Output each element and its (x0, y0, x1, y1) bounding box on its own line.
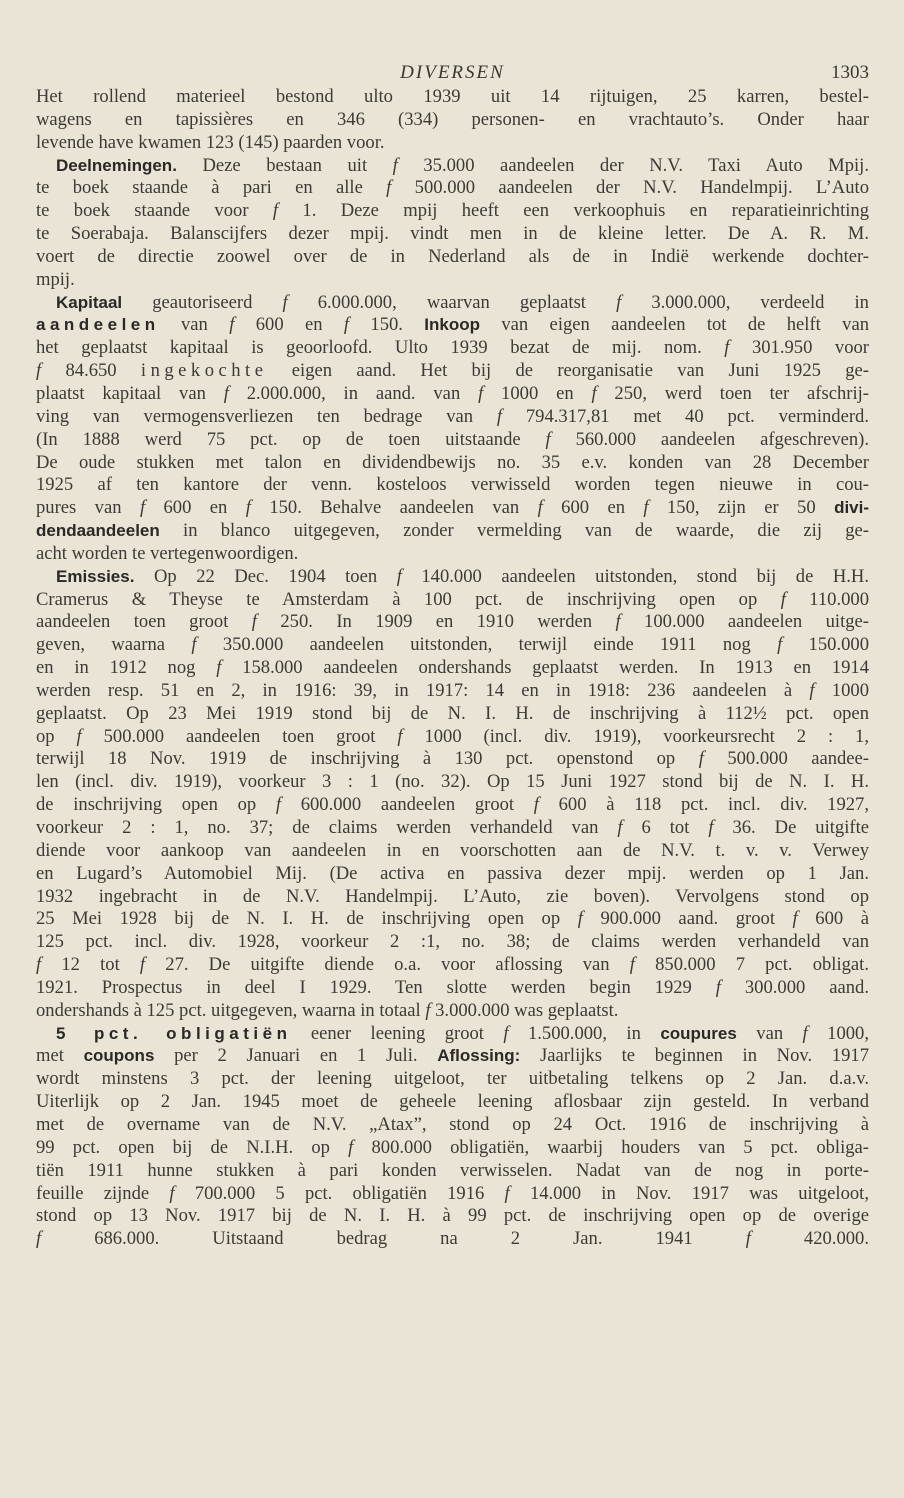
text-line (36, 771, 869, 794)
text-run: 12 tot (41, 954, 140, 976)
text-run: 1000, (807, 1022, 869, 1044)
text-run: 158.000 aandeelen ondershands geplaatst werden. In 1913 en 1914 (221, 657, 869, 679)
text-line (36, 246, 869, 269)
text-line (36, 360, 869, 383)
text-run: 36. De uitgifte (713, 817, 870, 838)
text-line (36, 977, 869, 1000)
text-line (36, 406, 869, 429)
text-line (36, 954, 869, 977)
text-run: geplaatst. Op 23 Mei 1919 stond bij de N. I. H. de inschrijving à 112½ pct. open (36, 702, 869, 724)
text-line (36, 566, 869, 589)
text-run: 794.317,81 met 40 pct. verminderd. (502, 405, 869, 427)
text-run: 300.000 aand. (720, 976, 869, 998)
text-run: 600 à (797, 908, 869, 930)
bold-term: Aflossing: (437, 1046, 521, 1066)
text-run: eener leening groot (291, 1022, 504, 1044)
running-title: DIVERSEN (400, 62, 505, 83)
text-run: Deze bestaan uit (176, 154, 393, 176)
text-line (36, 1183, 869, 1206)
text-line (36, 657, 869, 680)
text-run: 250. In 1909 en 1910 werden (256, 611, 616, 633)
guilder-sign: f (392, 154, 398, 176)
text-line (36, 1023, 869, 1046)
guilder-sign: f (343, 314, 350, 336)
guilder-sign: f (545, 428, 551, 450)
text-run: (In 1888 werd 75 pct. op de toen uitstaande (36, 428, 546, 450)
text-run: 900.000 aand. groot (582, 908, 793, 930)
text-run: acht worden te vertegenwoordigen. (36, 542, 299, 564)
guilder-sign: f (715, 976, 721, 998)
text-run: geven, waarna (36, 634, 192, 656)
text-run: 850.000 7 pct. obligat. (634, 954, 869, 976)
text-run: Jaarlijks te beginnen in Nov. 1917 (520, 1045, 869, 1067)
text-run: 3.000.000, verdeeld in (621, 291, 869, 313)
text-run: te boek staande à pari en alle (36, 177, 387, 199)
text-line (36, 748, 869, 771)
guilder-sign: f (282, 291, 288, 313)
guilder-sign: f (478, 382, 484, 404)
guilder-sign: f (216, 657, 222, 679)
text-run: 84.650 (41, 360, 141, 382)
text-run: 500.000 aandeelen der N.V. Handelmpij. L’Auto (391, 177, 869, 199)
guilder-sign: f (724, 337, 730, 359)
text-line (36, 497, 869, 520)
guilder-sign: f (503, 1022, 509, 1044)
text-line (36, 1045, 869, 1068)
text-run: 1000 (814, 679, 869, 701)
text-line (36, 155, 869, 178)
text-run: ving van vermogensverliezen ten bedrage van (36, 405, 497, 427)
text-line (36, 886, 869, 909)
text-run: 150.000 (782, 634, 869, 656)
text-run: in blanco uitgegeven, zonder vermelding van de waarde, die zij ge- (159, 520, 869, 542)
text-run: wordt minstens 3 pct. der leening uitgeloot, ter uitbetaling telkens op 2 Jan. d.a.v. (36, 1068, 869, 1090)
guilder-sign: f (802, 1022, 808, 1044)
bold-term: coupures (660, 1023, 737, 1043)
guilder-sign: f (139, 497, 146, 519)
text-line (36, 337, 869, 360)
text-run: met (36, 1045, 84, 1067)
text-run: 686.000. Uitstaand bedrag na 2 Jan. 1941 (41, 1228, 746, 1250)
text-run: 1. Deze mpij heeft een verkoophuis en reparatieinrichting (278, 200, 870, 222)
text-run: 301.950 voor (729, 337, 869, 359)
guilder-sign: f (272, 200, 279, 222)
text-run: op (36, 725, 77, 747)
text-run: met de overname van de N.V. „Atax”, stond op 24 Oct. 1916 de inschrijving à (36, 1113, 869, 1135)
text-line (36, 1205, 869, 1228)
text-run: 1000 en (483, 382, 592, 404)
text-run: 500.000 aandee- (703, 748, 869, 770)
text-line (36, 429, 869, 452)
guilder-sign: f (191, 634, 197, 656)
text-line (36, 703, 869, 726)
text-run: eigen aand. Het bij de reorganisatie van Juni 1925 ge- (267, 360, 869, 382)
text-line (36, 1068, 869, 1091)
text-run: te boek staande voor (36, 200, 273, 222)
bold-term: divi- (834, 498, 870, 518)
guilder-sign: f (425, 999, 431, 1021)
bold-term: Kapitaal (56, 292, 123, 312)
text-run: Op 22 Dec. 1904 toen (134, 565, 397, 587)
guilder-sign: f (139, 954, 146, 976)
guilder-sign: f (708, 817, 714, 838)
text-run: tiën 1911 hunne stukken à pari konden verwisselen. Nadat van de nog in porte- (36, 1159, 869, 1181)
text-line (36, 109, 869, 132)
guilder-sign: f (616, 291, 622, 313)
guilder-sign: f (397, 725, 403, 747)
text-run: van (736, 1022, 803, 1044)
bold-term: Emissies. (56, 566, 135, 586)
text-run: 99 pct. open bij de N.I.H. op (36, 1136, 349, 1158)
text-line (36, 589, 869, 612)
guilder-sign: f (36, 360, 42, 382)
guilder-sign: f (780, 588, 786, 610)
spaced-bold-term: aandeelen (36, 315, 160, 335)
text-run: 1925 af ten kantore der venn. kosteloos verwisseld worden tegen nieuwe in cou- (36, 474, 869, 496)
text-run: 14.000 in Nov. 1917 was uitgeloot, (509, 1182, 869, 1204)
text-run: 600.000 aandeelen groot (281, 794, 534, 816)
guilder-sign: f (615, 611, 621, 633)
text-line (36, 292, 869, 315)
guilder-sign: f (245, 497, 251, 519)
text-line (36, 726, 869, 749)
text-run: 350.000 aandeelen uitstonden, terwijl einde 1911 nog (196, 634, 778, 656)
text-run: 600 à 118 pct. incl. div. 1927, (538, 794, 869, 816)
text-run: geautoriseerd (122, 291, 283, 313)
text-line (36, 520, 869, 543)
text-run: wagens en tapissières en 346 (334) personen- en vrachtauto’s. Onder haar (36, 108, 869, 130)
text-line (36, 177, 869, 200)
text-run: 250, werd toen ter afschrij- (596, 382, 869, 404)
text-run: 150. (349, 314, 425, 336)
bold-term: Deelnemingen. (56, 155, 177, 175)
text-run: levende have kwamen 123 (145) paarden voor. (36, 131, 385, 153)
guilder-sign: f (591, 382, 597, 404)
guilder-sign: f (577, 908, 583, 930)
text-run: voorkeur 2 : 1, no. 37; de claims werden verhandeld van (36, 817, 618, 838)
text-run: 25 Mei 1928 bij de N. I. H. de inschrijving open op (36, 908, 578, 930)
text-line (36, 908, 869, 931)
text-line (36, 383, 869, 406)
text-run: 420.000. (750, 1228, 869, 1250)
text-run: van (159, 314, 230, 336)
guilder-sign: f (386, 177, 392, 199)
text-run: en Lugard’s Automobiel Mij. (De activa en passiva dezer mpij. werden op 1 Jan. (36, 862, 869, 884)
text-run: en in 1912 nog (36, 657, 217, 679)
text-line (36, 1228, 869, 1251)
text-run: 1932 ingebracht in de N.V. Handelmpij. L’Auto, zie boven). Vervolgens stond op (36, 885, 869, 907)
text-run: terwijl 18 Nov. 1919 de inschrijving à 130 pct. openstond op (36, 748, 699, 770)
text-run: 500.000 aandeelen toen groot (81, 725, 398, 747)
text-run: 100.000 aandeelen uitge- (620, 611, 869, 633)
guilder-sign: f (251, 611, 257, 633)
text-run: 560.000 aandeelen afgeschreven). (550, 428, 870, 450)
text-line (36, 269, 869, 292)
guilder-sign: f (275, 794, 282, 816)
guilder-sign: f (229, 314, 235, 336)
guilder-sign: f (537, 497, 543, 519)
text-line (36, 863, 869, 886)
text-line (36, 314, 869, 337)
bold-term: dendaandeelen (36, 521, 160, 541)
text-run: De oude stukken met talon en dividendbewijs no. 35 e.v. konden van 28 December (36, 451, 869, 473)
text-run: 150. Behalve aandeelen van (250, 497, 538, 519)
text-line (36, 1137, 869, 1160)
text-run: 35.000 aandeelen der N.V. Taxi Auto Mpij. (397, 154, 869, 176)
guilder-sign: f (169, 1182, 175, 1204)
text-run: Uiterlijk op 2 Jan. 1945 moet de geheele leening aflosbaar zijn gesteld. In verband (36, 1091, 869, 1113)
text-run: 700.000 5 pct. obligatiën 1916 (174, 1182, 505, 1204)
text-run: diende voor aankoop van aandeelen in en voorschotten aan de N.V. t. v. v. Verwey (36, 839, 869, 861)
spaced-term: ingekochte (140, 360, 268, 382)
bold-term: Inkoop (424, 315, 481, 335)
text-run: aandeelen toen groot (36, 611, 252, 633)
text-run: stond op 13 Nov. 1917 bij de N. I. H. à 99 pct. de inschrijving open op de overige (36, 1205, 869, 1227)
guilder-sign: f (809, 679, 815, 701)
text-run: 6.000.000, waarvan geplaatst (287, 291, 617, 313)
guilder-sign: f (396, 565, 402, 587)
guilder-sign: f (792, 908, 798, 930)
guilder-sign: f (504, 1182, 510, 1204)
text-run: 2.000.000, in aand. van (228, 382, 479, 404)
text-run: van eigen aandeelen tot de helft van (480, 314, 869, 336)
text-line (36, 634, 869, 657)
text-line (36, 931, 869, 954)
text-run: per 2 Januari en 1 Juli. (154, 1045, 438, 1067)
text-run: 110.000 (785, 588, 869, 610)
text-run: 1921. Prospectus in deel I 1929. Ten slotte werden begin 1929 (36, 976, 716, 998)
text-run: 600 en (145, 497, 246, 519)
text-run: 3.000.000 was geplaatst. (430, 999, 619, 1021)
page-number: 1303 (831, 62, 869, 83)
text-run: 1000 (incl. div. 1919), voorkeursrecht 2 : 1, (402, 725, 869, 747)
text-run: voert de directie zoowel over de in Nederland als de in Indië werkende dochter- (36, 245, 869, 267)
text-run: pures van (36, 497, 140, 519)
text-run: len (incl. div. 1919), voorkeur 3 : 1 (no. 32). Op 15 Juni 1927 stond bij de N. I. H. (36, 771, 869, 793)
guilder-sign: f (76, 725, 82, 747)
text-run: de inschrijving open op (36, 794, 276, 816)
spaced-bold-term: 5 pct. obligatiën (56, 1023, 292, 1043)
guilder-sign: f (745, 1228, 751, 1250)
guilder-sign: f (643, 497, 649, 519)
text-line (36, 840, 869, 863)
text-line (36, 611, 869, 634)
text-run: mpij. (36, 268, 75, 290)
text-line (36, 1160, 869, 1183)
guilder-sign: f (629, 954, 635, 976)
text-run: 140.000 aandeelen uitstonden, stond bij de H.H. (401, 565, 869, 587)
text-run: 125 pct. incl. div. 1928, voorkeur 2 :1, no. 38; de claims werden verhandeld van (36, 931, 869, 953)
text-run: plaatst kapitaal van (36, 382, 224, 404)
text-line (36, 474, 869, 497)
text-line (36, 452, 869, 475)
text-run: ondershands à 125 pct. uitgegeven, waarna in totaal (36, 999, 426, 1021)
text-line (36, 223, 869, 246)
guilder-sign: f (36, 954, 42, 976)
text-run: 600 en (234, 314, 344, 336)
guilder-sign: f (533, 794, 539, 816)
text-run: 800.000 obligatiën, waarbij houders van 5 pct. obliga- (353, 1136, 869, 1158)
guilder-sign: f (36, 1228, 42, 1250)
text-run: 6 tot (622, 817, 709, 838)
text-run: 150, zijn er 50 (648, 497, 835, 519)
text-run: Het rollend materieel bestond ulto 1939 uit 14 rijtuigen, 25 karren, bestel- (36, 86, 869, 107)
text-line (36, 132, 869, 155)
text-line (36, 794, 869, 817)
bold-term: coupons (83, 1046, 155, 1066)
guilder-sign: f (348, 1136, 354, 1158)
text-line (36, 1091, 869, 1114)
text-run: 1.500.000, in (508, 1022, 661, 1044)
text-run: werden resp. 51 en 2, in 1916: 39, in 1917: 14 en in 1918: 236 aandeelen à (36, 679, 810, 701)
guilder-sign: f (698, 748, 704, 770)
text-line (36, 1000, 869, 1023)
text-line (36, 86, 869, 109)
text-line (36, 1114, 869, 1137)
text-run: te Soerabaja. Balanscijfers dezer mpij. vindt men in de kleine letter. De A. R. M. (36, 223, 869, 245)
body-text (36, 86, 869, 1251)
text-run: 27. De uitgifte diende o.a. voor aflossing van (145, 954, 630, 976)
text-run: Cramerus & Theyse te Amsterdam à 100 pct. de inschrijving open op (36, 588, 781, 610)
guilder-sign: f (496, 405, 503, 427)
guilder-sign: f (617, 817, 623, 838)
guilder-sign: f (777, 634, 783, 656)
text-line (36, 200, 869, 223)
guilder-sign: f (223, 382, 229, 404)
text-run: 600 en (542, 497, 644, 519)
text-run: het geplaatst kapitaal is geoorloofd. Ulto 1939 bezat de mij. nom. (36, 337, 725, 359)
text-line (36, 543, 869, 566)
text-line (36, 817, 869, 840)
text-line (36, 680, 869, 703)
text-run: feuille zijnde (36, 1182, 170, 1204)
